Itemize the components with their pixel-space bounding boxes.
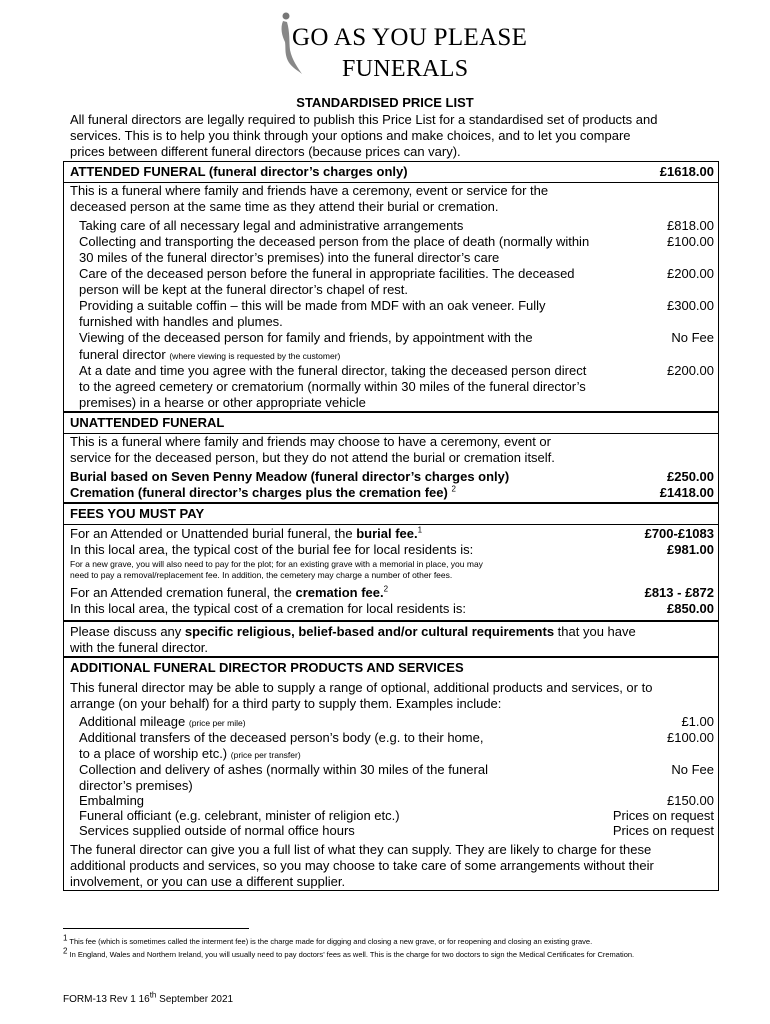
burial-fee-bold: burial fee.	[356, 526, 418, 541]
logo-line-2: FUNERALS	[342, 56, 469, 82]
item-price: £818.00	[667, 218, 714, 233]
additional-title: ADDITIONAL FUNERAL DIRECTOR PRODUCTS AND SERVICES	[70, 660, 464, 675]
burial-small-note: need to pay a removal/replacement fee. In addition, the cemetery may charge a number of other fees.	[70, 570, 453, 580]
page-title: STANDARDISED PRICE LIST	[296, 95, 474, 110]
intro-line: prices between different funeral directors (because prices can vary).	[70, 144, 461, 159]
discuss-bold: specific religious, belief-based and/or cultural requirements	[184, 624, 555, 639]
service-price: £150.00	[667, 793, 714, 808]
burial-fee-text: For an Attended or Unattended burial funeral, the	[70, 526, 357, 541]
intro-text	[70, 112, 730, 160]
additional-desc: This funeral director may be able to supply a range of optional, additional products and services, or to	[70, 680, 653, 695]
cremation-label: Cremation (funeral director’s charges plus the cremation fee)	[70, 485, 448, 500]
discuss-text: Please discuss any	[70, 624, 185, 639]
service-text: Additional transfers of the deceased person’s body (e.g. to their home,	[79, 730, 484, 745]
fees-title: FEES YOU MUST PAY	[70, 506, 205, 521]
item-text: Taking care of all necessary legal and administrative arrangements	[79, 218, 464, 233]
item-text: furnished with handles and plumes.	[79, 314, 283, 329]
service-text: to a place of worship etc.)	[79, 746, 228, 761]
burial-fee-price: £700-£1083	[644, 526, 714, 541]
burial-local-text: In this local area, the typical cost of the burial fee for local residents is:	[70, 542, 474, 557]
service-text: Collection and delivery of ashes (normally within 30 miles of the funeral	[79, 762, 488, 777]
form-ref-text: FORM-13 Rev 1 16	[63, 994, 150, 1005]
item-text: Viewing of the deceased person for family and friends, by appointment with the	[79, 330, 533, 345]
item-price: £200.00	[667, 363, 714, 378]
unattended-desc: service for the deceased person, but they do not attend the burial or cremation itself.	[70, 450, 555, 465]
burial-small-note: For a new grave, you will also need to pay for the plot; for an existing grave with a memorial in place, you may	[70, 559, 483, 569]
form-ref-date: September 2021	[156, 994, 234, 1005]
item-price: £100.00	[667, 234, 714, 249]
closing-text: involvement, or you can use a different supplier.	[70, 874, 346, 889]
form-ref-sup: th	[149, 990, 157, 1000]
burial-price: £250.00	[667, 469, 714, 484]
item-text-main: funeral director	[79, 347, 166, 362]
burial-label: Burial based on Seven Penny Meadow (funeral director’s charges only)	[70, 469, 510, 484]
form-reference	[63, 990, 234, 1005]
service-item	[79, 714, 246, 731]
attended-desc: This is a funeral where family and friends have a ceremony, event or service for the	[70, 183, 549, 198]
service-text: Services supplied outside of normal office hours	[79, 823, 355, 838]
cremation-row	[70, 485, 456, 501]
fees-section	[63, 503, 719, 621]
service-price: Prices on request	[612, 808, 714, 823]
discuss-text: that you have	[554, 624, 636, 639]
item-text: 30 miles of the funeral director’s premises) into the funeral director’s care	[79, 250, 500, 265]
item-text: At a date and time you agree with the funeral director, taking the deceased person direct	[79, 363, 587, 378]
burial-local-price: £981.00	[667, 542, 714, 557]
footnote	[63, 946, 635, 959]
service-price: Prices on request	[612, 823, 714, 838]
footnote-ref: 2	[383, 584, 389, 594]
service-text: Funeral officiant (e.g. celebrant, minister of religion etc.)	[79, 808, 400, 823]
discuss-line: with the funeral director.	[70, 640, 209, 655]
item-text: Providing a suitable coffin – this will be made from MDF with an oak veneer. Fully	[79, 298, 546, 313]
item-text	[79, 347, 340, 364]
closing-text: The funeral director can give you a full list of what they can supply. They are likely to charge for these	[70, 842, 652, 857]
cremation-local-price: £850.00	[667, 601, 714, 616]
cremation-price: £1418.00	[659, 485, 714, 500]
attended-funeral-section	[63, 161, 719, 412]
cremation-fee-row	[70, 585, 388, 601]
cremation-fee-bold: cremation fee.	[295, 585, 384, 600]
discuss-section	[63, 621, 719, 657]
item-text: to the agreed cemetery or crematorium (normally within 30 miles of the funeral director’s	[79, 379, 586, 394]
service-note: (price per mile)	[188, 718, 246, 728]
additional-desc: arrange (on your behalf) for a third party to supply them. Examples include:	[70, 696, 502, 711]
logo-line-1: GO AS YOU PLEASE	[292, 24, 528, 51]
service-text: Additional mileage	[79, 714, 186, 729]
unattended-title: UNATTENDED FUNERAL	[70, 415, 225, 430]
unattended-desc: This is a funeral where family and friends may choose to have a ceremony, event or	[70, 434, 551, 449]
attended-title: ATTENDED FUNERAL (funeral director’s charges only)	[70, 164, 408, 179]
service-text: director’s premises)	[79, 778, 193, 793]
footnote-text: In England, Wales and Northern Ireland, you will usually need to pay doctors’ fees as well. This is the charge for two doctors to sign the Medical Certificates for Cremation.	[69, 950, 635, 959]
company-logo	[276, 12, 528, 82]
burial-fee-row	[70, 526, 422, 542]
service-price: £100.00	[667, 730, 714, 745]
item-text: person will be kept at the funeral director’s chapel of rest.	[79, 282, 409, 297]
cremation-local-text: In this local area, the typical cost of a cremation for local residents is:	[70, 601, 466, 616]
footnote-text: This fee (which is sometimes called the interment fee) is the charge made for digging and closing a new grave, or for reopening and closing an existing grave.	[69, 937, 593, 946]
additional-services-section	[63, 657, 719, 891]
footnote	[63, 933, 593, 946]
item-price: £300.00	[667, 298, 714, 313]
item-note: (where viewing is requested by the customer)	[169, 351, 341, 361]
footnote-number: 2	[63, 946, 68, 956]
intro-line: All funeral directors are legally required to publish this Price List for a standardised set of products and	[70, 112, 658, 127]
item-price: No Fee	[671, 330, 714, 345]
item-text: premises) in a hearse or other appropriate vehicle	[79, 395, 366, 410]
closing-text: additional products and services, so you may choose to take care of some arrangements without their	[70, 858, 654, 873]
cremation-fee-price: £813 - £872	[644, 585, 714, 600]
footnote-ref: 2	[451, 484, 456, 494]
discuss-line	[70, 624, 636, 640]
intro-line: services. This is to help you think through your options and make choices, and to let you compare	[70, 128, 631, 143]
service-item	[79, 746, 301, 763]
footnote-number: 1	[63, 933, 68, 943]
attended-desc: deceased person at the same time as they attend their burial or cremation.	[70, 199, 499, 214]
service-note: (price per transfer)	[230, 750, 301, 760]
footnote-ref: 1	[417, 525, 423, 535]
item-text: Care of the deceased person before the funeral in appropriate facilities. The deceased	[79, 266, 575, 281]
service-price: No Fee	[671, 762, 714, 777]
unattended-funeral-section	[63, 412, 719, 503]
cremation-fee-text: For an Attended cremation funeral, the	[70, 585, 296, 600]
service-text: Embalming	[79, 793, 145, 808]
attended-total-price: £1618.00	[659, 164, 714, 179]
item-text: Collecting and transporting the deceased person from the place of death (normally within	[79, 234, 590, 249]
item-price: £200.00	[667, 266, 714, 281]
footnote-divider	[63, 928, 249, 929]
service-price: £1.00	[681, 714, 714, 729]
